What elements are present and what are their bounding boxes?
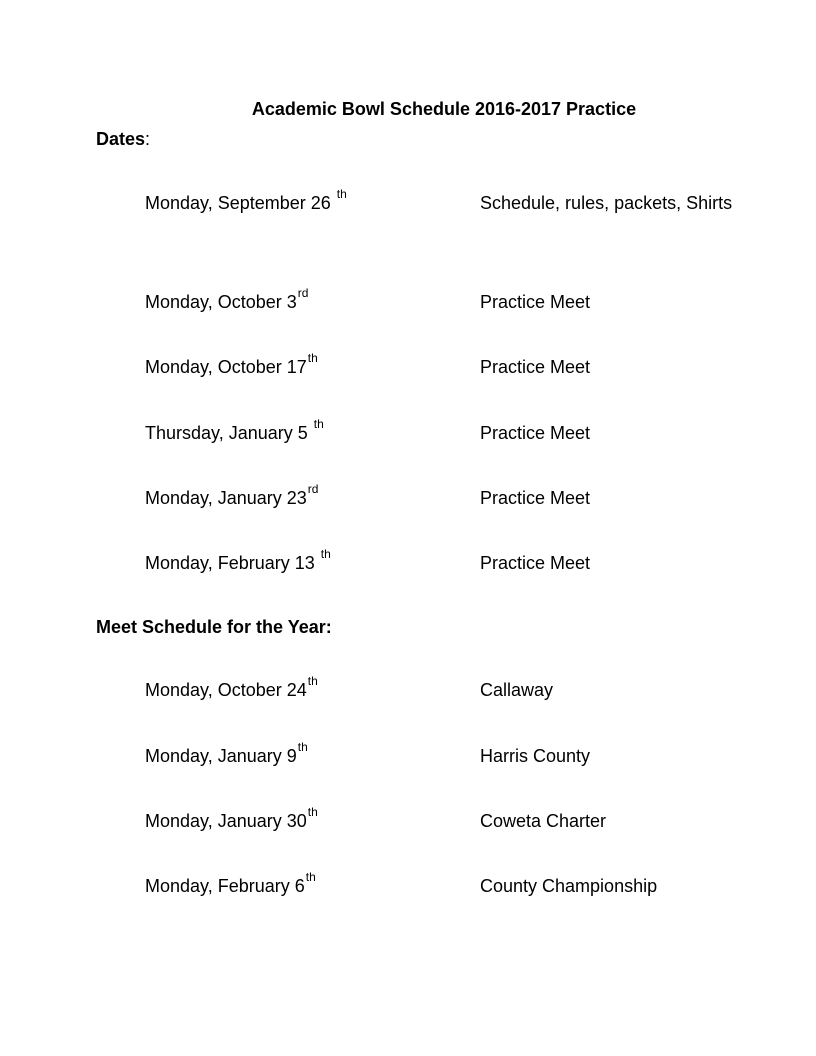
practice-date-text: Monday, January 23 xyxy=(145,488,307,508)
practice-event: Practice Meet xyxy=(480,553,591,573)
practice-date-text: Monday, February 13 xyxy=(145,553,315,573)
meet-date xyxy=(145,870,316,898)
meet-opponent: Callaway xyxy=(480,680,554,700)
practice-row xyxy=(0,187,816,251)
date-ordinal-suffix: rd xyxy=(307,482,319,496)
practice-dates-heading xyxy=(96,127,150,151)
practice-date xyxy=(145,187,347,215)
meet-row xyxy=(0,674,816,738)
meet-date xyxy=(145,740,308,768)
meet-row xyxy=(0,740,816,804)
practice-date xyxy=(145,482,319,510)
practice-event: Practice Meet xyxy=(480,292,591,312)
meet-opponent: Coweta Charter xyxy=(480,811,607,831)
date-ordinal-suffix: th xyxy=(307,351,318,365)
practice-row xyxy=(0,417,816,481)
meet-date-text: Monday, October 24 xyxy=(145,680,307,700)
date-ordinal-suffix: th xyxy=(305,870,316,884)
practice-row xyxy=(0,482,816,546)
practice-event: Practice Meet xyxy=(480,488,591,508)
date-ordinal-suffix: th xyxy=(336,187,347,201)
practice-row xyxy=(0,286,816,350)
practice-event: Schedule, rules, packets, Shirts xyxy=(480,193,733,213)
meet-opponent: County Championship xyxy=(480,876,658,896)
meet-date xyxy=(145,805,318,833)
practice-date xyxy=(145,351,318,379)
practice-dates-heading-colon: : xyxy=(145,129,151,149)
meet-date-text: Monday, February 6 xyxy=(145,876,305,896)
meet-row xyxy=(0,870,816,934)
meet-date xyxy=(145,674,318,702)
date-ordinal-suffix: th xyxy=(313,417,324,431)
document-title: Academic Bowl Schedule 2016-2017 Practice xyxy=(251,99,637,119)
date-ordinal-suffix: th xyxy=(307,674,318,688)
meet-row xyxy=(0,805,816,869)
meet-date-text: Monday, January 9 xyxy=(145,746,297,766)
practice-date xyxy=(145,286,309,314)
practice-dates-heading-label: Dates xyxy=(96,129,146,149)
practice-date xyxy=(145,417,324,445)
practice-row xyxy=(0,351,816,415)
meet-schedule-heading-label: Meet Schedule for the Year: xyxy=(96,617,332,637)
date-ordinal-suffix: rd xyxy=(297,286,309,300)
practice-date-text: Monday, September 26 xyxy=(145,193,331,213)
practice-date xyxy=(145,547,331,575)
date-ordinal-suffix: th xyxy=(320,547,331,561)
practice-date-text: Thursday, January 5 xyxy=(145,423,308,443)
meet-opponent: Harris County xyxy=(480,746,591,766)
date-ordinal-suffix: th xyxy=(297,740,308,754)
practice-date-text: Monday, October 3 xyxy=(145,292,297,312)
meet-date-text: Monday, January 30 xyxy=(145,811,307,831)
meet-schedule-heading xyxy=(96,615,332,639)
practice-event: Practice Meet xyxy=(480,357,591,377)
practice-row xyxy=(0,547,816,611)
practice-date-text: Monday, October 17 xyxy=(145,357,307,377)
date-ordinal-suffix: th xyxy=(307,805,318,819)
practice-event: Practice Meet xyxy=(480,423,591,443)
